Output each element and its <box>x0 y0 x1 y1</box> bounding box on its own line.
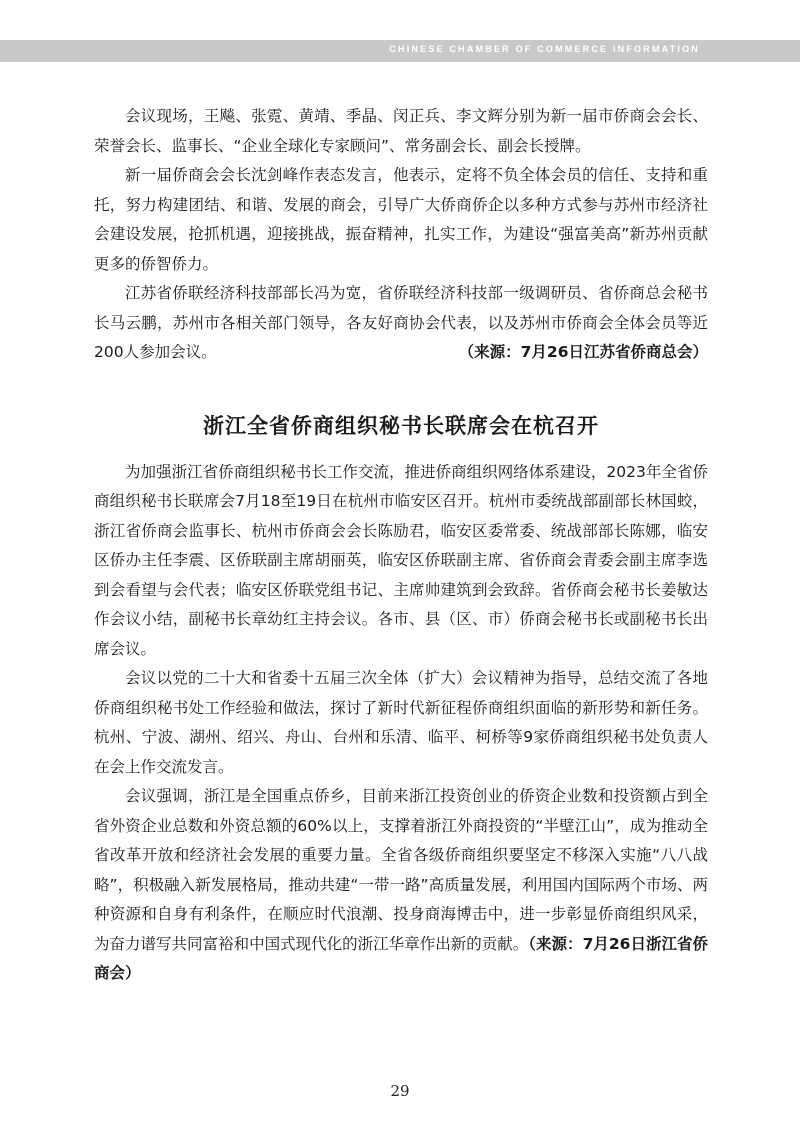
article-zhejiang <box>94 458 708 989</box>
paragraph-text: 江苏省侨联经济科技部部长冯为宽，省侨联经济科技部一级调研员、省侨商总会秘书长马云鹏，苏州市各相关部门领导，各友好商协会代表，以及苏州市侨商会全体会员等近200人参加会议。 <box>94 284 708 361</box>
running-header-band <box>0 40 800 62</box>
paragraph <box>94 279 708 368</box>
paragraph <box>94 782 708 989</box>
article-title: 浙江全省侨商组织秘书长联席会在杭召开 <box>203 413 599 438</box>
running-header-title: CHINESE CHAMBER OF COMMERCE INFORMATION <box>389 44 700 54</box>
paragraph: 新一届侨商会会长沈剑峰作表态发言，他表示，定将不负全体会员的信任、支持和重托，努力构建团结、和谐、发展的商会，引导广大侨商侨企以多种方式参与苏州市经济社会建设发展，抢抓机遇，迎接挑战，振奋精神，扎实工作，为建设“强富美高”新苏州贡献更多的侨智侨力。 <box>94 166 708 273</box>
page-number: 29 <box>390 1082 410 1100</box>
paragraph-text: 会议强调，浙江是全国重点侨乡，目前来浙江投资创业的侨资企业数和投资额占到全省外资企业总数和外资总额的60%以上，支撑着浙江外商投资的“半壁江山”，成为推动全省改革开放和经济社会发展的重要力量。全省各级侨商组织要坚定不移深入实施“八八战略”，积极融入新发展格局，推动共建“一带一路”高质量发展，利用国内国际两个市场、两种资源和自身有利条件，在顺应时代浪潮、投身商海博击中，进一步彰显侨商组织风采，为奋力谱写共同富裕和中国式现代化的浙江华章作出新的贡献。 <box>94 787 708 953</box>
source-citation: （来源：7月26日江苏省侨商总会） <box>458 343 708 361</box>
source-citation: （来源：7月26日浙江省侨商会） <box>94 934 708 982</box>
article-jiangsu-continuation <box>94 102 708 368</box>
paragraph: 会议现场，王飚、张霓、黄靖、季晶、闵正兵、李文辉分别为新一届市侨商会会长、荣誉会长、监事长、“企业全球化专家顾问”、常务副会长、副会长授牌。 <box>94 107 708 155</box>
page-body <box>94 102 708 989</box>
paragraph: 会议以党的二十大和省委十五届三次全体（扩大）会议精神为指导，总结交流了各地侨商组织秘书处工作经验和做法，探讨了新时代新征程侨商组织面临的新形势和新任务。杭州、宁波、湖州、绍兴、舟山、台州和乐清、临平、柯桥等9家侨商组织秘书处负责人在会上作交流发言。 <box>94 669 708 776</box>
paragraph: 为加强浙江省侨商组织秘书长工作交流，推进侨商组织网络体系建设，2023年全省侨商组织秘书长联席会7月18至19日在杭州市临安区召开。杭州市委统战部副部长林国蛟，浙江省侨商会监事长、杭州市侨商会会长陈励君，临安区委常委、统战部部长陈娜，临安区侨办主任李震、区侨联副主席胡丽英，临安区侨联副主席、省侨商会青委会副主席李选到会看望与会代表；临安区侨联党组书记、主席帅建筑到会致辞。省侨商会秘书长姜敏达作会议小结，副秘书长章幼红主持会议。各市、县（区、市）侨商会秘书长或副秘书长出席会议。 <box>94 462 708 658</box>
